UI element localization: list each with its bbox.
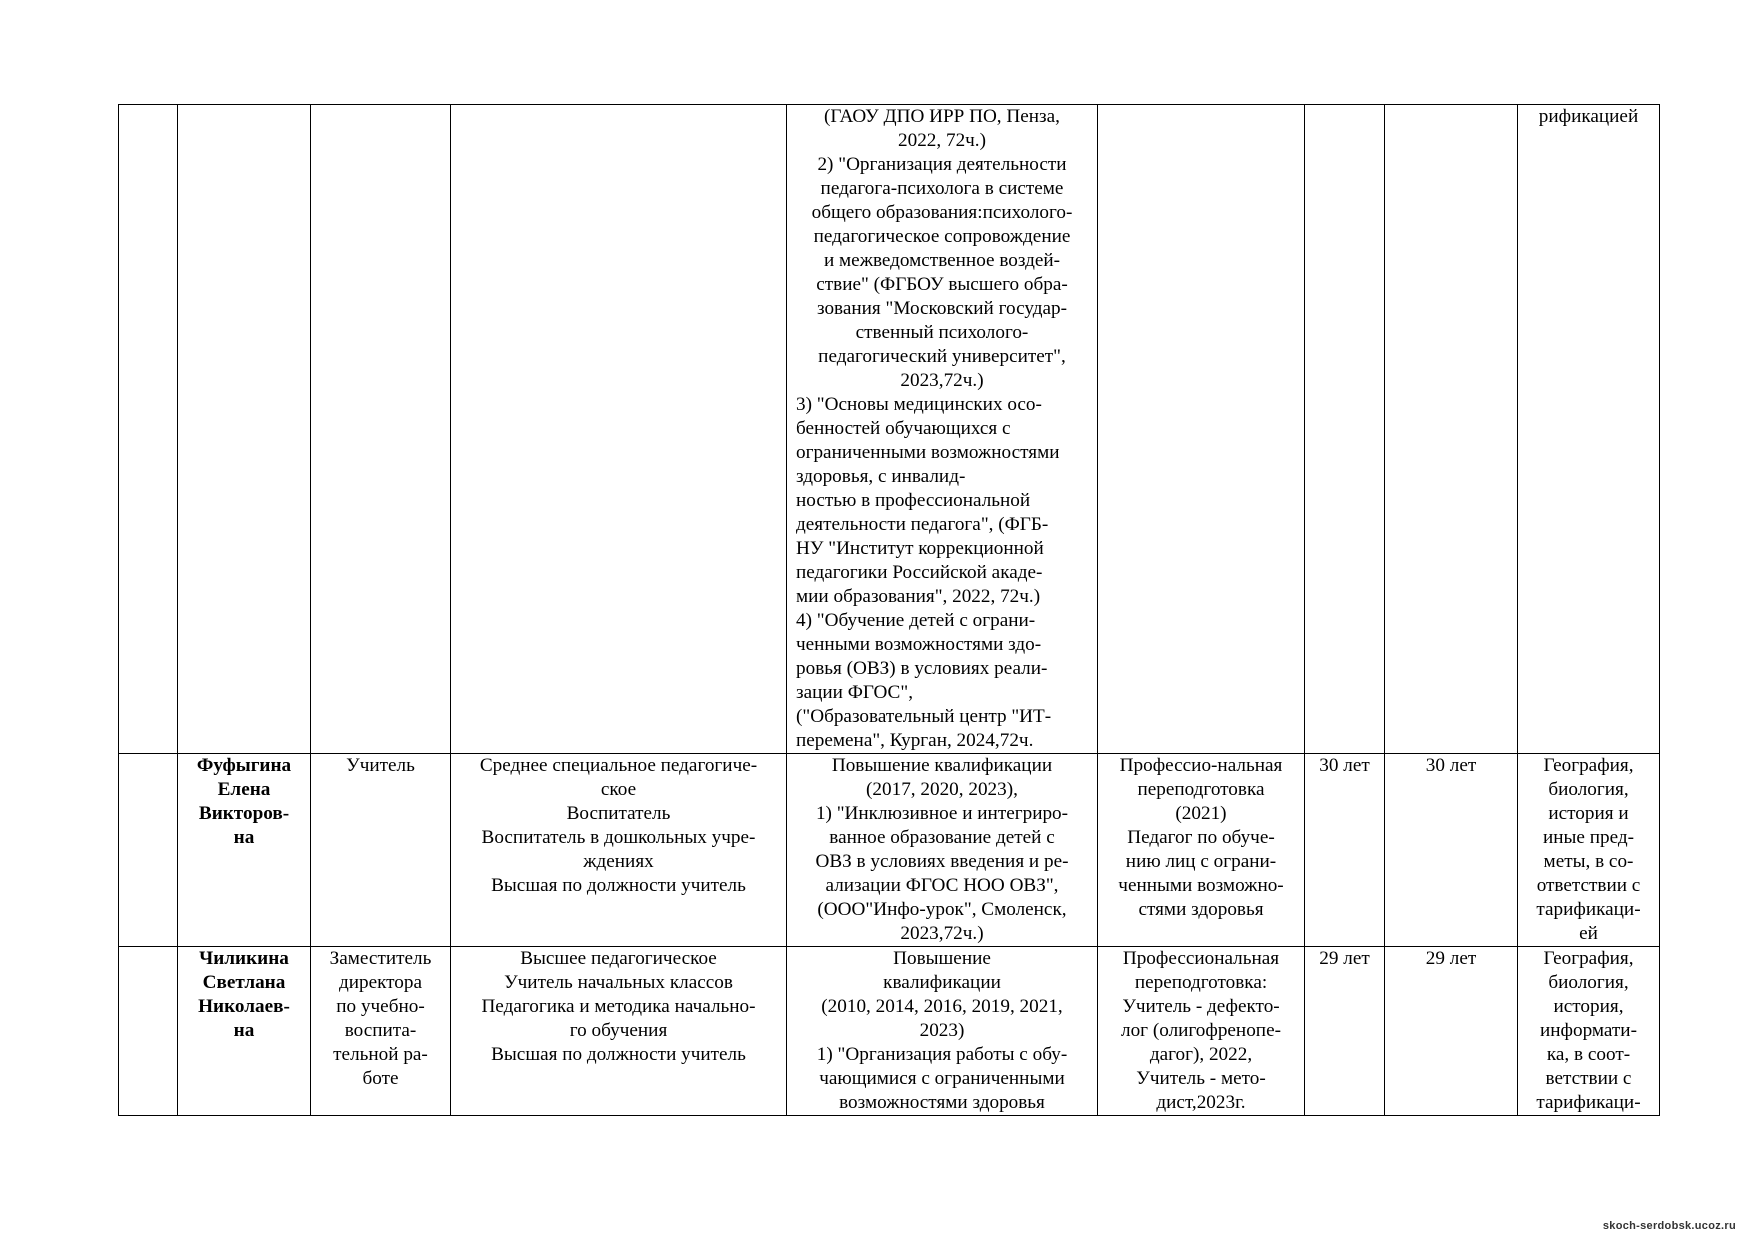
cell-courses: Повышение квалификации (2017, 2020, 2023), 1) "Инклюзивное и интегриро- ванное образование детей с ОВЗ в условиях введения и ре- ализации ФГОС НОО ОВЗ", (ООО"Инфо-урок", Смоленск, 2023,72ч.) <box>787 754 1098 947</box>
cell-name: Чиликина Светлана Николаев- на <box>178 947 311 1116</box>
cell-education: Среднее специальное педагогиче- ское Воспитатель Воспитатель в дошкольных учре- ждениях Высшая по должности учитель <box>451 754 787 947</box>
cell-num <box>119 105 178 754</box>
cell-ped-experience <box>1385 105 1518 754</box>
cell-subjects: География, биология, история и иные пред- меты, в со- ответствии с тарификаци- ей <box>1518 754 1660 947</box>
cell-subjects: География, биология, история, информати- ка, в соот- ветствии с тарификаци- <box>1518 947 1660 1116</box>
cell-retraining: Профессио-нальная переподготовка (2021) Педагог по обуче- нию лиц с ограни- ченными возможно- стями здоровья <box>1098 754 1305 947</box>
courses-part-2: 3) "Основы медицинских осо- бенностей обучающихся с ограниченными возможностями здоровья, с инвалид- ностью в профессиональной деятельности педагога", (ФГБ- НУ "Институт коррекционной педагогики Российской акаде- мии образования", 2022, 72ч.) 4) "Обучение детей с ограни- ченными возможностями здо- ровья (ОВЗ) в условиях реали- зации ФГОС", ("Образовательный центр "ИТ- перемена", Курган, 2024,72ч. <box>796 394 1060 751</box>
cell-courses <box>787 105 1098 754</box>
cell-education: Высшее педагогическое Учитель начальных классов Педагогика и методика начально- го обучения Высшая по должности учитель <box>451 947 787 1116</box>
table-row <box>119 754 1660 947</box>
cell-ped-experience: 30 лет <box>1385 754 1518 947</box>
cell-total-experience: 29 лет <box>1305 947 1385 1116</box>
table-row <box>119 105 1660 754</box>
cell-education <box>451 105 787 754</box>
staff-table <box>118 104 1660 1116</box>
cell-courses: Повышение квалификации (2010, 2014, 2016, 2019, 2021, 2023) 1) "Организация работы с обу- чающимися с ограниченными возможностями здоровья <box>787 947 1098 1116</box>
cell-num <box>119 947 178 1116</box>
cell-subjects: рификацией <box>1518 105 1660 754</box>
table-row <box>119 947 1660 1116</box>
cell-retraining <box>1098 105 1305 754</box>
cell-position: Заместитель директора по учебно- воспита- тельной ра- боте <box>311 947 451 1116</box>
site-watermark: skoch-serdobsk.ucoz.ru <box>1602 1220 1736 1232</box>
cell-total-experience <box>1305 105 1385 754</box>
courses-part-1: (ГАОУ ДПО ИРР ПО, Пенза, 2022, 72ч.) 2) "Организация деятельности педагога-психолога в системе общего образования:психолого- педагогическое сопровождение и межведомственное воздей- ствие" (ФГБОУ высшего обра- зования "Московский государ- ственный психолого- педагогический университет", 2023,72ч.) <box>811 106 1073 391</box>
cell-name: Фуфыгина Елена Викторов- на <box>178 754 311 947</box>
cell-position: Учитель <box>311 754 451 947</box>
cell-total-experience: 30 лет <box>1305 754 1385 947</box>
cell-num <box>119 754 178 947</box>
cell-position <box>311 105 451 754</box>
cell-retraining: Профессиональная переподготовка: Учитель - дефекто- лог (олигофренопе- дагог), 2022, Учитель - мето- дист,2023г. <box>1098 947 1305 1116</box>
cell-name <box>178 105 311 754</box>
cell-ped-experience: 29 лет <box>1385 947 1518 1116</box>
